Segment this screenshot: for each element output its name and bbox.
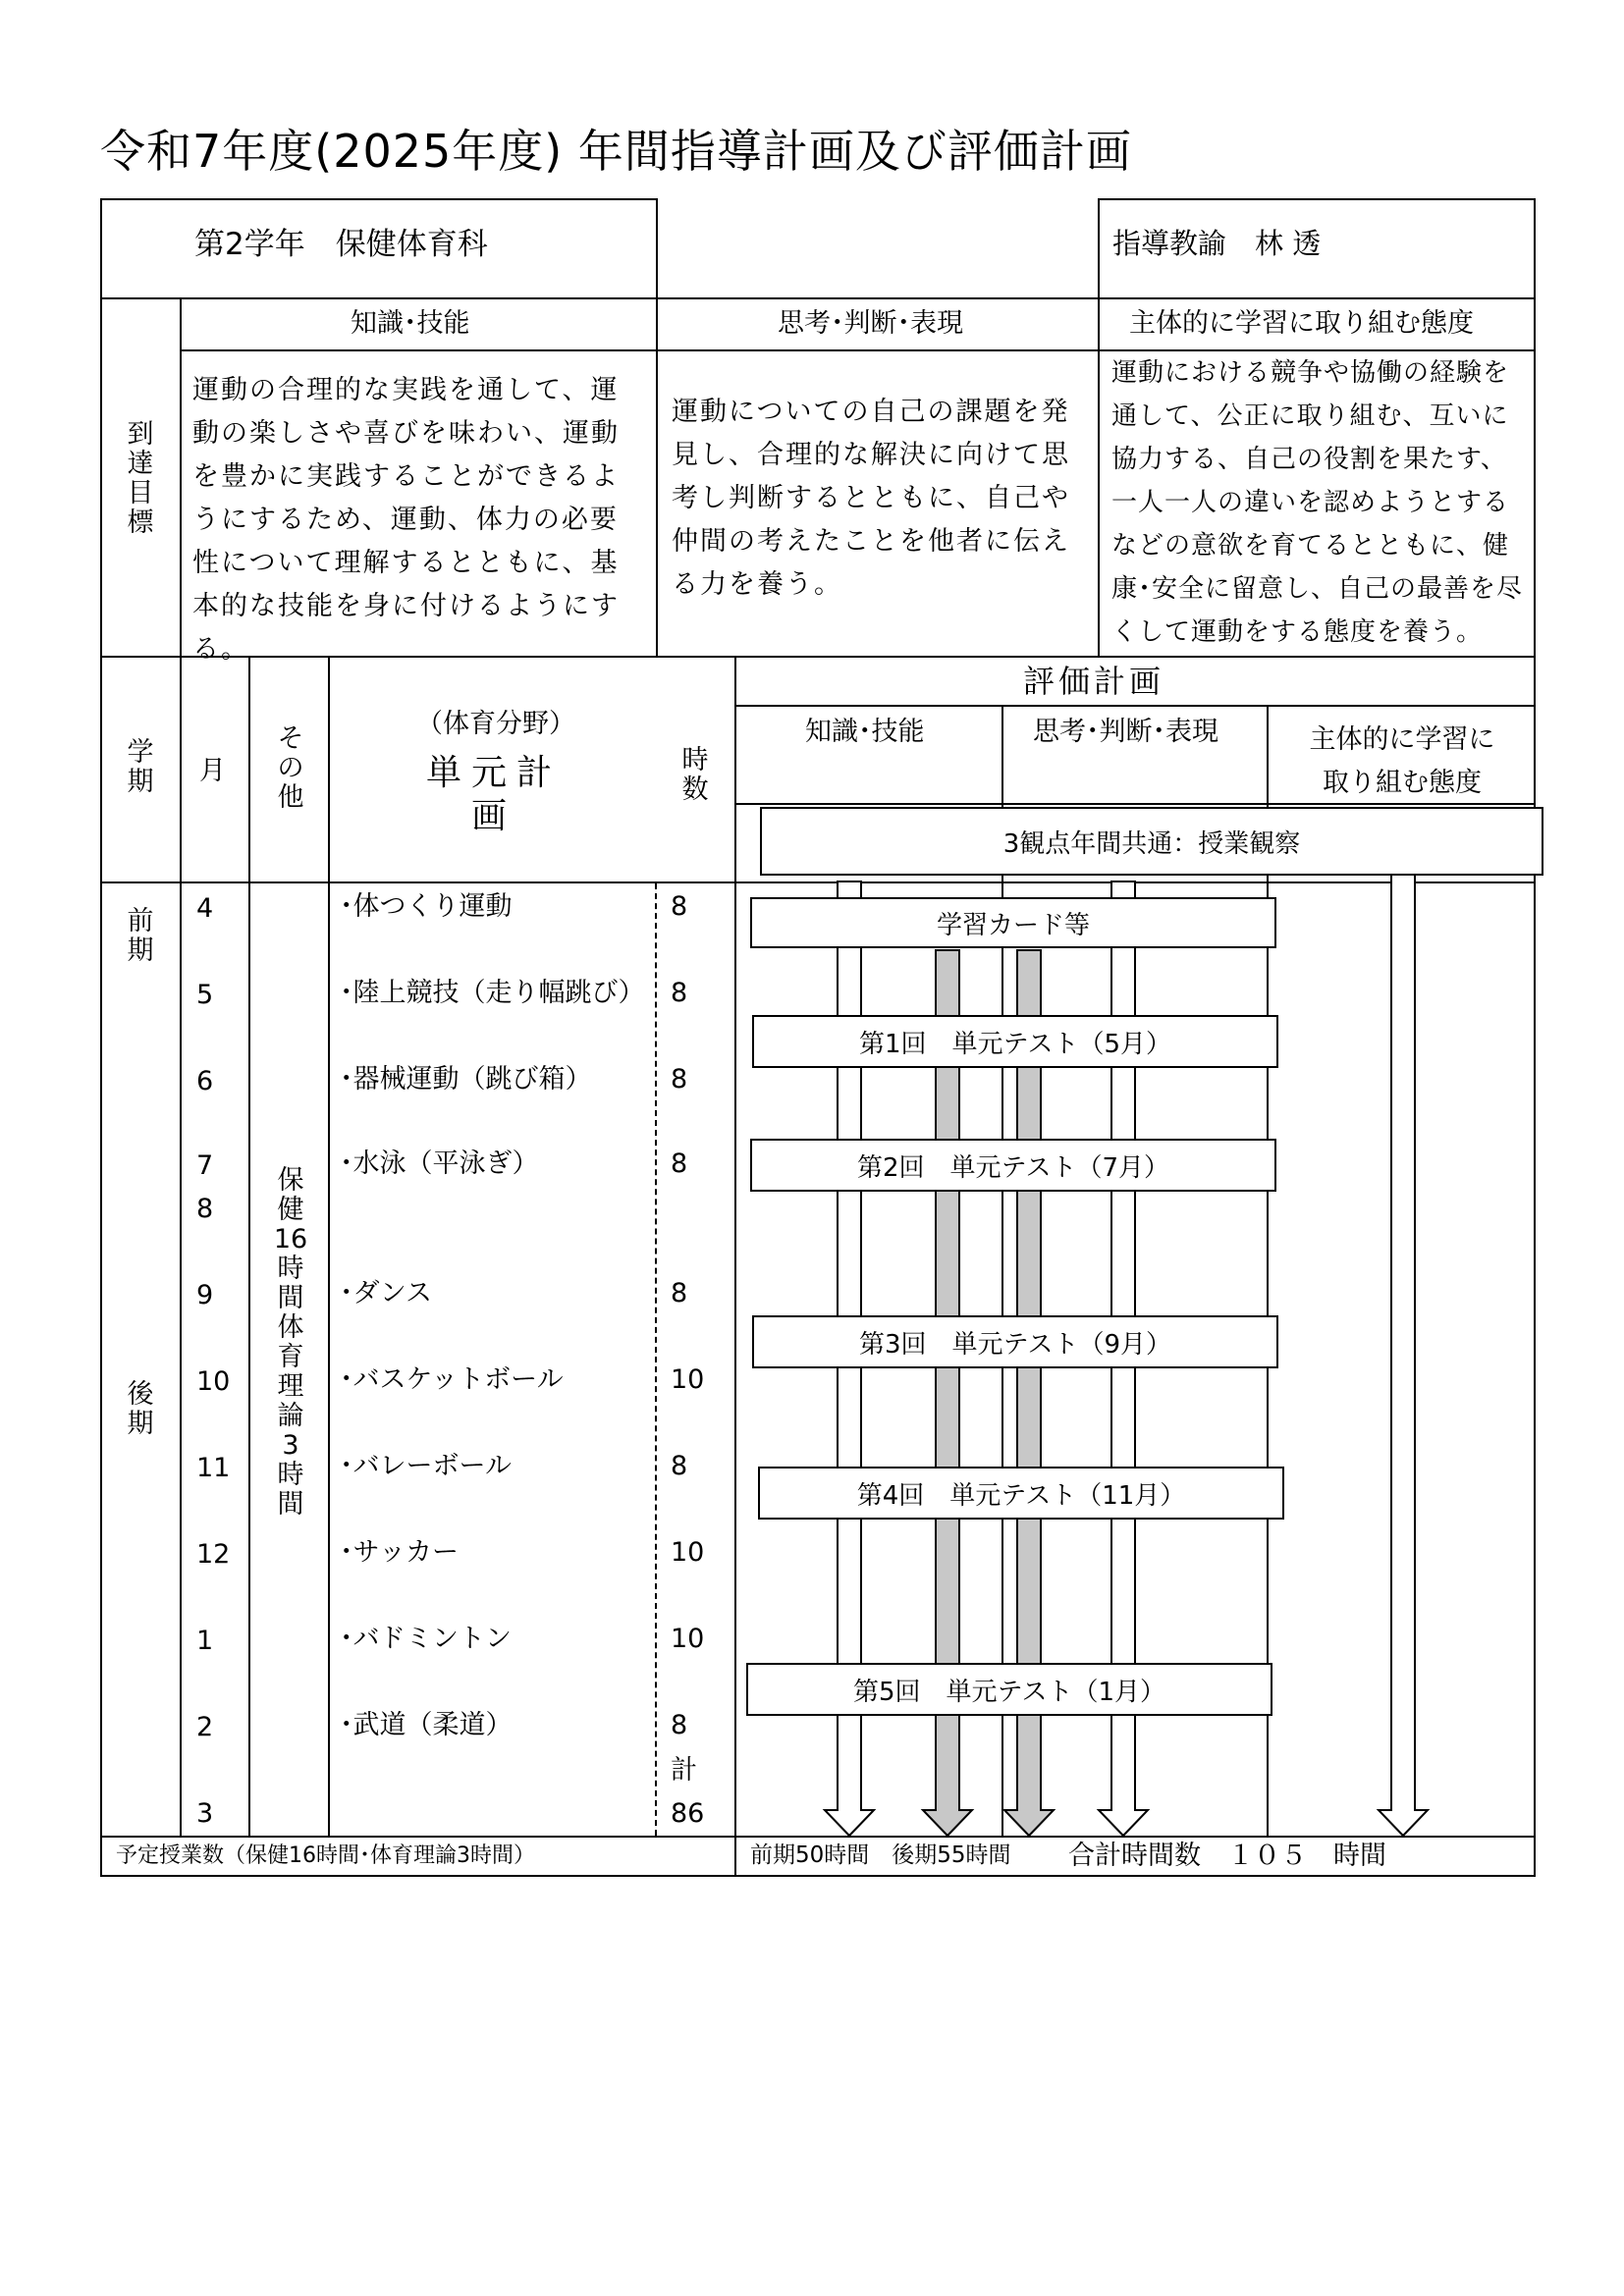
month-cell: 2 [196, 1712, 214, 1742]
teacher-label: 指導教諭 林 透 [1112, 227, 1322, 260]
eval-col-knowledge: 知識･技能 [805, 717, 925, 747]
unit-test-box: 第3回 単元テスト（9月） [752, 1315, 1278, 1368]
hours-cell: 8 [671, 978, 688, 1008]
hours-cell: 10 [671, 1624, 705, 1654]
hours-cell: 8 [671, 1278, 688, 1308]
goal-text-attitude: 運動における競争や協働の経験を通して、公正に取り組む、互いに協力する、自己の役割を果たす、一人一人の違いを認めようとするなどの意欲を育てるとともに、健康･安全に留意し、自己の最善を尽くして運動をする態度を養う。 [1111, 358, 1524, 647]
hours-cell: 8 [671, 891, 688, 922]
term-first: 前期 [127, 906, 154, 966]
unit-cell: ･体つくり運動 [340, 891, 513, 922]
page-title: 令和7年度(2025年度) 年間指導計画及び評価計画 [100, 125, 1132, 178]
hours-cell: 10 [671, 1537, 705, 1568]
month-header: 月 [199, 756, 226, 786]
month-cell: 6 [196, 1066, 214, 1096]
hours-header: 時数 [681, 745, 709, 805]
goal-heading-thinking: 思考･判断･表現 [778, 308, 963, 339]
unit-cell: ･器械運動（跳び箱） [340, 1064, 592, 1095]
goal-heading-attitude: 主体的に学習に取り組む態度 [1129, 308, 1474, 339]
goals-label: 到達目標 [127, 419, 154, 538]
observation-box: 3観点年間共通：授業観察 [760, 807, 1543, 876]
goal-text-knowledge: 運動の合理的な実践を通して、運動の楽しさや喜びを味わい、運動を豊かに実践することができるようにするため、運動、体力の必要性について理解するとともに、基本的な技能を身に付けるようにする。 [192, 375, 620, 665]
unit-cell: ･武道（柔道） [340, 1710, 513, 1740]
learning-card-box: 学習カード等 [750, 897, 1276, 948]
unit-sub-header: （体育分野） [416, 709, 575, 739]
month-cell: 5 [196, 980, 214, 1010]
unit-cell: ･陸上競技（走り幅跳び） [340, 978, 645, 1008]
eval-col-attitude: 主体的に学習に取り組む態度 [1309, 724, 1495, 798]
term-second: 後期 [127, 1379, 154, 1439]
unit-test-box: 第1回 単元テスト（5月） [752, 1015, 1278, 1068]
goal-heading-knowledge: 知識･技能 [351, 308, 470, 339]
total-hours: 86 [671, 1798, 705, 1829]
unit-main-header: 単元計画 [425, 753, 562, 836]
term-header: 学期 [127, 737, 154, 797]
subject-label: 第2学年 保健体育科 [194, 227, 488, 262]
month-cell: 11 [196, 1453, 231, 1483]
footer-total: 合計時間数 １０５ 時間 [1068, 1841, 1386, 1871]
hours-cell: 8 [671, 1451, 688, 1481]
other-header: その他 [277, 723, 304, 813]
month-cell: 8 [196, 1194, 214, 1224]
unit-test-box: 第4回 単元テスト（11月） [758, 1467, 1284, 1520]
unit-test-box: 第5回 単元テスト（1月） [746, 1663, 1272, 1716]
footer-planned: 予定授業数（保健16時間･体育理論3時間） [116, 1843, 535, 1868]
month-cell: 4 [196, 893, 214, 924]
month-cell: 10 [196, 1366, 231, 1397]
month-cell: 9 [196, 1280, 214, 1310]
hours-cell: 10 [671, 1364, 705, 1395]
unit-test-box: 第2回 単元テスト（7月） [750, 1139, 1276, 1192]
hours-cell: 8 [671, 1148, 688, 1179]
arrow-down-icon [1379, 874, 1428, 1836]
month-cell: 1 [196, 1626, 214, 1656]
unit-cell: ･水泳（平泳ぎ） [340, 1148, 539, 1179]
unit-cell: ･サッカー [340, 1537, 459, 1568]
eval-col-thinking: 思考･判断･表現 [1033, 717, 1218, 747]
month-cell: 7 [196, 1150, 214, 1181]
footer-terms: 前期50時間 後期55時間 [750, 1842, 1011, 1868]
month-cell: 3 [196, 1798, 214, 1829]
unit-cell: ･バスケットボール [340, 1364, 564, 1395]
goal-text-thinking: 運動についての自己の課題を発見し、合理的な解決に向けて思考し判断するとともに、自己や仲間の考えたことを他者に伝える力を養う。 [672, 397, 1070, 600]
month-cell: 12 [196, 1539, 231, 1570]
unit-cell: ･ダンス [340, 1278, 432, 1308]
unit-cell: ･バレーボール [340, 1451, 512, 1481]
other-hours-text: 保健16時間 体育理論 3時間 [273, 1165, 308, 1520]
unit-cell: ･バドミントン [340, 1624, 512, 1654]
total-label: 計 [671, 1755, 697, 1786]
hours-cell: 8 [671, 1710, 688, 1740]
eval-title: 評価計画 [1023, 663, 1165, 700]
hours-cell: 8 [671, 1064, 688, 1095]
